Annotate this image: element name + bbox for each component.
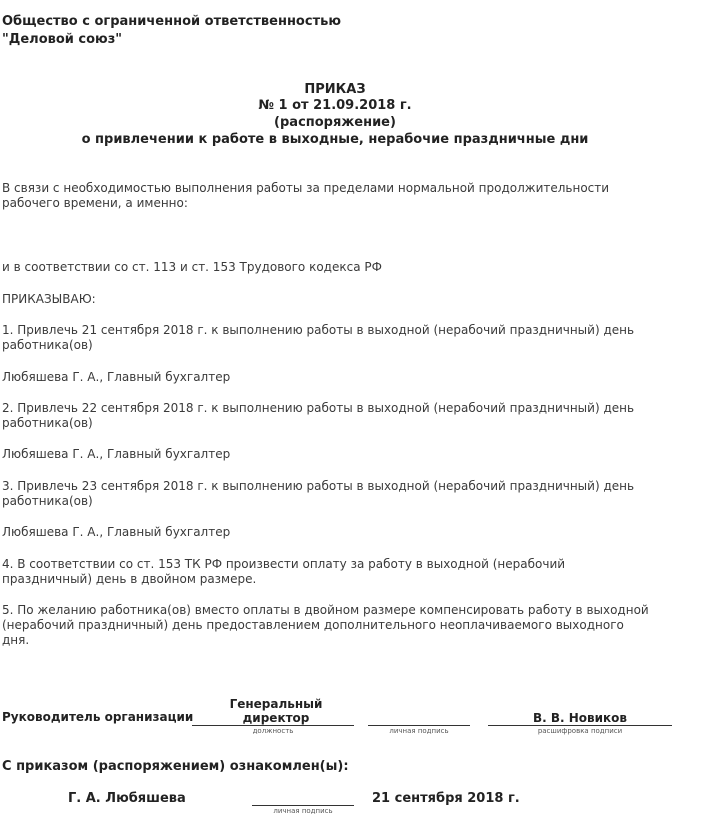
organization-name <box>2 13 341 49</box>
acknowledge-label: С приказом (распоряжением) ознакомлен(ы): <box>2 759 349 774</box>
document-subject: о привлечении к работе в выходные, нерабочие праздничные дни <box>81 132 589 147</box>
intro-paragraph <box>2 181 609 211</box>
acknowledge-employee: Г. А. Любяшева <box>68 791 186 806</box>
order-item-2-line1: 2. Привлечь 22 сентября 2018 г. к выполнению работы в выходной (нерабочий праздничный) день <box>2 401 635 415</box>
order-item-3 <box>2 479 634 509</box>
signature-name: В. В. Новиков <box>532 711 628 725</box>
legal-basis: и в соответствии со ст. 113 и ст. 153 Трудового кодекса РФ <box>2 260 382 274</box>
order-item-2-employee: Любяшева Г. А., Главный бухгалтер <box>2 447 231 461</box>
order-item-5-line3: дня. <box>2 633 30 647</box>
intro-line1: В связи с необходимостью выполнения работы за пределами нормальной продолжительности <box>2 181 610 195</box>
order-item-2-line2: работника(ов) <box>2 416 93 430</box>
name-line <box>488 725 672 726</box>
intro-line2: рабочего времени, а именно: <box>2 196 188 210</box>
acknowledge-signature-caption: личная подпись <box>273 807 333 815</box>
document-title: ПРИКАЗ <box>304 82 366 97</box>
order-word: ПРИКАЗЫВАЮ: <box>2 292 96 306</box>
document-subtitle: (распоряжение) <box>274 115 396 130</box>
order-item-2 <box>2 401 634 431</box>
acknowledge-date: 21 сентября 2018 г. <box>372 791 520 806</box>
organization-name-line2: "Деловой союз" <box>2 32 123 47</box>
document-number: № 1 от 21.09.2018 г. <box>258 98 412 113</box>
order-item-3-line2: работника(ов) <box>2 494 93 508</box>
name-caption: расшифровка подписи <box>537 727 623 735</box>
order-item-3-employee: Любяшева Г. А., Главный бухгалтер <box>2 525 231 539</box>
order-item-1 <box>2 323 634 353</box>
order-item-5-line2: (нерабочий праздничный) день предоставлением дополнительного неоплачиваемого выходного <box>2 618 624 632</box>
order-item-5 <box>2 603 649 648</box>
signature-position <box>196 697 356 725</box>
order-item-1-line2: работника(ов) <box>2 338 93 352</box>
position-line <box>192 725 354 726</box>
order-item-4-line2: праздничный) день в двойном размере. <box>2 572 257 586</box>
signature-label: Руководитель организации <box>2 710 194 724</box>
order-item-3-line1: 3. Привлечь 23 сентября 2018 г. к выполнению работы в выходной (нерабочий праздничный) день <box>2 479 635 493</box>
position-caption: должность <box>252 727 294 735</box>
order-item-4-line1: 4. В соответствии со ст. 153 ТК РФ произвести оплату за работу в выходной (нерабочий <box>2 557 566 571</box>
signature-line <box>368 725 470 726</box>
signature-position-line1: Генеральный <box>229 697 323 711</box>
acknowledge-signature-line <box>252 805 354 806</box>
order-item-1-line1: 1. Привлечь 21 сентября 2018 г. к выполнению работы в выходной (нерабочий праздничный) день <box>2 323 635 337</box>
order-item-1-employee: Любяшева Г. А., Главный бухгалтер <box>2 370 231 384</box>
organization-name-line1: Общество с ограниченной ответственностью <box>2 14 341 29</box>
order-item-4 <box>2 557 565 587</box>
signature-position-line2: директор <box>242 711 310 725</box>
order-item-5-line1: 5. По желанию работника(ов) вместо оплаты в двойном размере компенсировать работу в выходной <box>2 603 649 617</box>
signature-caption: личная подпись <box>389 727 449 735</box>
